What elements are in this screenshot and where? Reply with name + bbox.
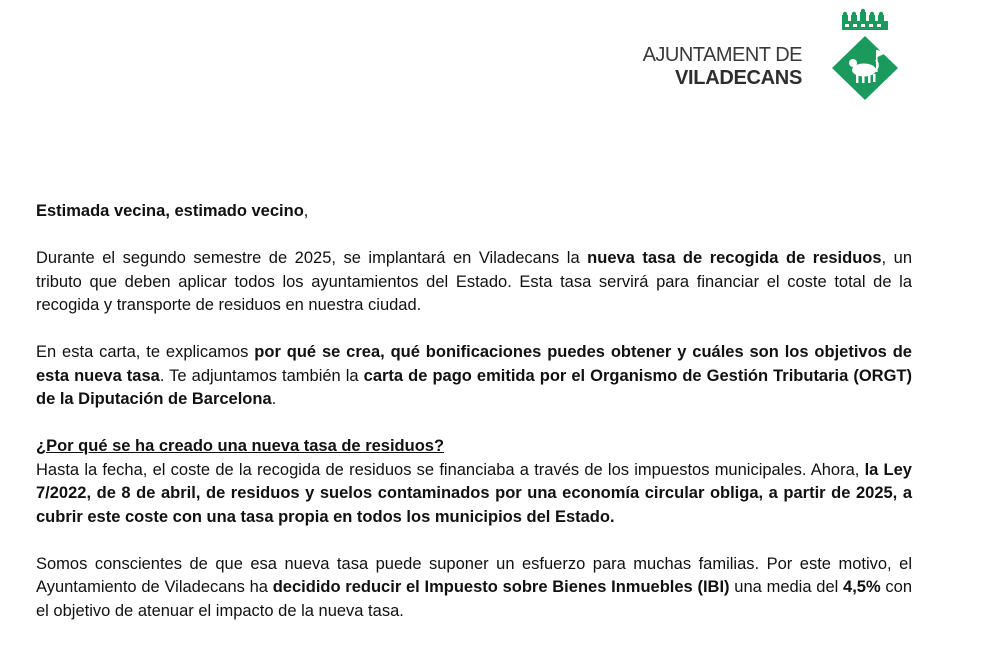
p3-bold-1: la Ley 7/2022, de 8 de abril, de residuos y suelos contaminados por una economía circular obliga, a partir de 2025, a cubrir este coste con una tasa propia en todos los municipios del Estado. [36, 460, 912, 526]
org-name [640, 44, 802, 90]
p4-bold-2: 4,5% [843, 578, 881, 596]
p2-text-2: . Te adjuntamos también la [159, 366, 364, 385]
org-name-line2: VILADECANS [674, 67, 802, 89]
salutation-punct: , [303, 202, 309, 220]
section-heading: ¿Por qué se ha creado una nueva tasa de residuos? [36, 437, 445, 455]
salutation [36, 200, 912, 224]
p1-text-1: Durante el segundo semestre de 2025, se implantará en Viladecans la [36, 249, 588, 267]
p1-bold-1: nueva tasa de recogida de residuos [587, 249, 882, 267]
paragraph-intro [36, 247, 912, 318]
p4-text-1: Somos conscientes de que esa nueva tasa puede suponer un esfuerzo para muchas familias. Por este motivo, el Ayuntamiento de Viladecans ha [36, 554, 912, 596]
p4-text-3: con el objetivo de atenuar el impacto de la nueva tasa. [36, 578, 913, 620]
p3-text-1: Hasta la fecha, el coste de la recogida de residuos se financiaba a través de los impuestos municipales. Ahora, [36, 460, 865, 479]
org-name-line1: AJUNTAMENT DE [642, 44, 802, 66]
paragraph-why [36, 435, 912, 529]
p4-bold-1: decidido reducir el Impuesto sobre Bienes Inmuebles (IBI) [272, 578, 730, 596]
p2-bold-1: por qué se crea, qué bonificaciones puedes obtener y cuáles son los objetivos de esta nueva tasa [36, 343, 912, 385]
letterhead [0, 0, 1007, 120]
letter-body [36, 200, 912, 647]
p2-text-1: En esta carta, te explicamos [36, 343, 255, 361]
viladecans-crest-icon [832, 8, 900, 102]
p1-text-2: , un tributo que deben aplicar todos los ayuntamientos del Estado. Esta tasa servirá para financiar el coste total de la recogida y transporte de residuos en nuestra ciudad. [36, 249, 913, 314]
p2-bold-2: carta de pago emitida por el Organismo de Gestión Tributaria (ORGT) de la Diputación de Barcelona [36, 366, 912, 408]
salutation-text: Estimada vecina, estimado vecino [36, 202, 304, 220]
p2-text-3: . [271, 390, 277, 408]
p4-text-2: una media del [729, 578, 844, 596]
paragraph-explanation [36, 341, 912, 412]
paragraph-ibi [36, 553, 912, 624]
